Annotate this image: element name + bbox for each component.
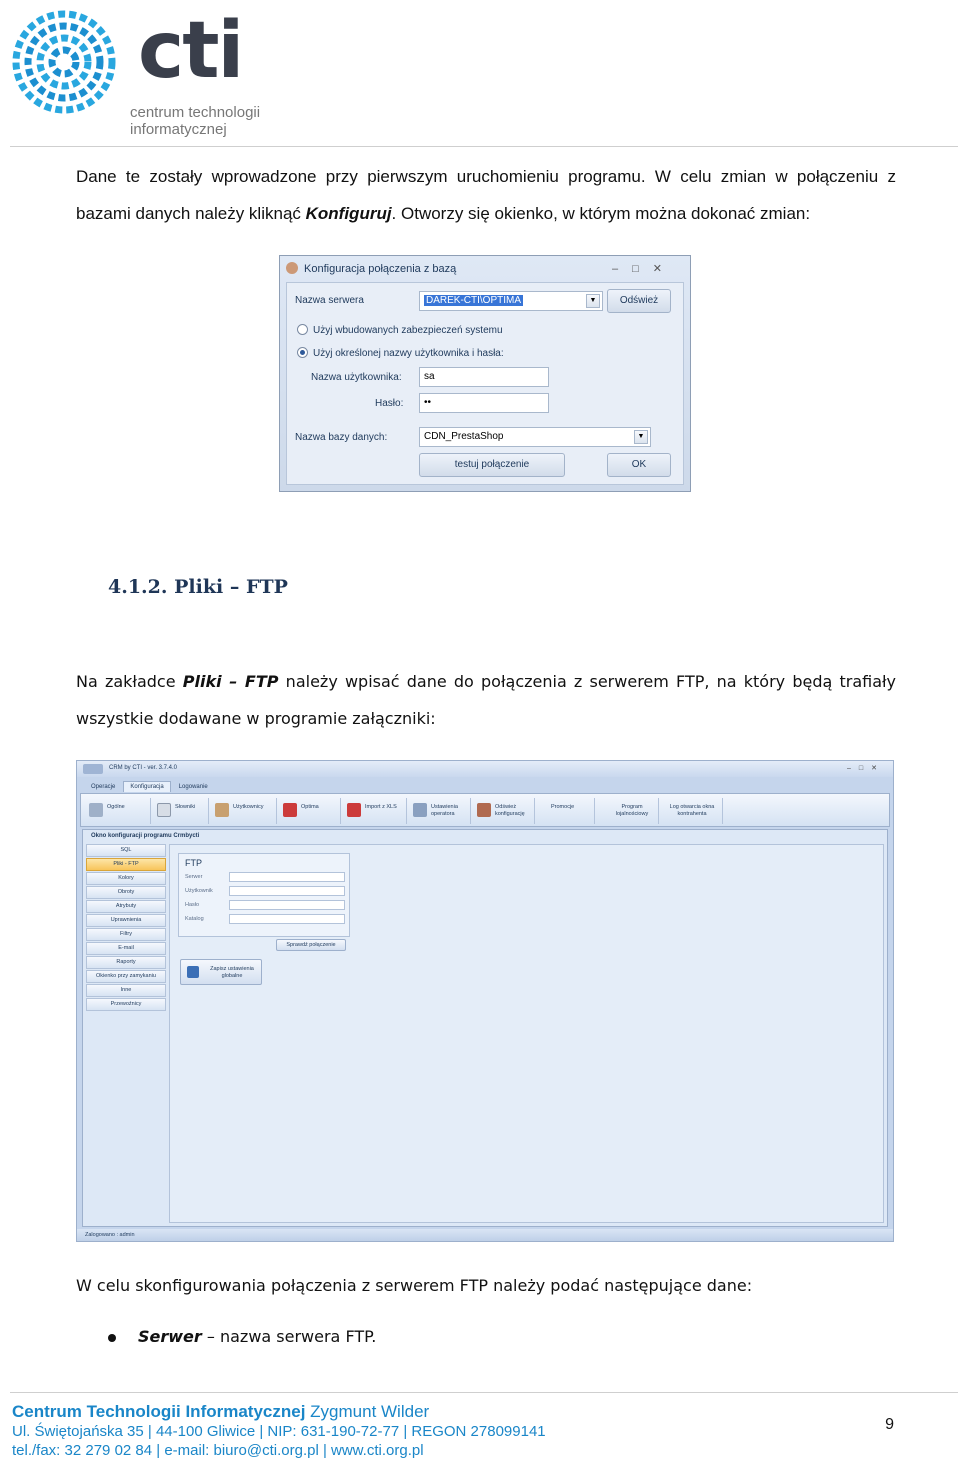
nav-item-inne[interactable]: Inne [86, 984, 166, 997]
intro-text-b: . Otworzy się okienko, w którym można dokonać zmian: [391, 204, 811, 223]
refresh-icon [477, 803, 491, 817]
footer-contact: tel./fax: 32 279 02 84 | e-mail: biuro@cti.org.pl | www.cti.org.pl [12, 1442, 424, 1459]
server-combo[interactable] [419, 291, 603, 311]
username-label: Nazwa użytkownika: [311, 372, 402, 383]
konfiguruj-emphasis: Konfiguruj [305, 204, 392, 223]
logo-subtitle [130, 104, 260, 138]
ribbon-label: Import z XLS [365, 804, 397, 810]
dialog-app-icon [286, 262, 298, 274]
pliki-ftp-emphasis: Pliki – FTP [182, 672, 279, 691]
bullet-text: – nazwa serwera FTP. [201, 1327, 377, 1346]
header-divider [10, 146, 958, 147]
nav-item-pliki-ftp[interactable]: Pliki - FTP [86, 858, 166, 871]
logo-subtitle-line1: centrum technologii [130, 104, 261, 121]
import-icon [347, 803, 361, 817]
ribbon-label: Użytkownicy [233, 804, 264, 810]
ribbon-program-button[interactable] [597, 798, 659, 824]
ribbon-import-xls-button[interactable] [343, 798, 407, 824]
logo-wordmark: cti [138, 6, 243, 96]
database-label: Nazwa bazy danych: [295, 432, 388, 443]
fields-intro-paragraph: W celu skonfigurowania połączenia z serwerem FTP należy podać następujące dane: [76, 1276, 753, 1295]
database-value: CDN_PrestaShop [424, 431, 504, 442]
cti-logo [10, 8, 270, 138]
ribbon-label: Ogólne [107, 804, 125, 810]
nav-item-raporty[interactable]: Raporty [86, 956, 166, 969]
config-panel [82, 829, 888, 1227]
crm-title-text: CRM by CTI - ver. 3.7.4.0 [109, 765, 178, 771]
save-button-label: Zapisz ustawienia globalne [210, 966, 254, 979]
ribbon-odswiez-button[interactable] [473, 798, 535, 824]
footer-divider [10, 1392, 958, 1393]
server-value: DAREK-CTI\OPTIMA [426, 295, 522, 306]
ribbon-label: Ustawienia operatora [431, 804, 458, 817]
config-panel-title: Okno konfiguracji programu Crmbycti [91, 833, 200, 839]
ribbon-promocje-button[interactable] [537, 798, 595, 824]
ftp-server-label: Serwer [185, 874, 203, 880]
ok-button[interactable]: OK [607, 453, 671, 477]
footer-company [12, 1401, 546, 1422]
windows-auth-label: Użyj wbudowanych zabezpieczeń systemu [313, 325, 503, 336]
tab-logowanie[interactable]: Logowanie [178, 784, 208, 790]
ftp-password-label: Hasło [185, 902, 200, 908]
footer [12, 1401, 546, 1460]
ftp-group-title: FTP [185, 858, 202, 868]
dialog-title [286, 262, 456, 275]
window-controls[interactable] [612, 262, 676, 275]
close-icon[interactable]: ✕ [871, 765, 885, 772]
users-icon [215, 803, 229, 817]
nav-item-filtry[interactable]: Filtry [86, 928, 166, 941]
connection-config-dialog [279, 255, 691, 492]
nav-item-kolory[interactable]: Kolory [86, 872, 166, 885]
dialog-body [286, 282, 684, 485]
intro-paragraph [76, 158, 896, 232]
cti-logo-icon [10, 8, 118, 116]
crm-statusbar: Zalogowano : admin [77, 1229, 893, 1241]
ribbon-optima-button[interactable] [279, 798, 341, 824]
page-number: 9 [885, 1416, 894, 1433]
optima-icon [283, 803, 297, 817]
ribbon-ustawienia-button[interactable] [409, 798, 471, 824]
ribbon-uzytkownicy-button[interactable] [211, 798, 277, 824]
ribbon-label: Program lojalnościowy [615, 804, 649, 817]
minimize-icon[interactable]: – [846, 765, 859, 772]
ribbon-label: Promocje [551, 804, 575, 810]
nav-item-okienko[interactable]: Okienko przy zamykaniu [86, 970, 166, 983]
test-connection-button[interactable]: testuj połączenie [419, 453, 565, 477]
maximize-icon[interactable]: □ [632, 263, 653, 275]
nav-item-obroty[interactable]: Obroty [86, 886, 166, 899]
ribbon-label: Optima [301, 804, 319, 810]
password-field[interactable]: •• [419, 393, 549, 413]
bullet-icon [108, 1334, 116, 1342]
ribbon-ogolne-button[interactable] [85, 798, 151, 824]
chevron-down-icon[interactable]: ▼ [634, 430, 648, 444]
server-label: Nazwa serwera [295, 295, 364, 306]
ftp-folder-input[interactable] [229, 914, 345, 924]
password-label: Hasło: [375, 398, 404, 409]
maximize-icon[interactable]: □ [858, 765, 872, 772]
chevron-down-icon[interactable]: ▼ [586, 294, 600, 308]
ftp-text-a: Na zakładce [76, 672, 183, 691]
ribbon-log-button[interactable] [661, 798, 723, 824]
footer-company-rest: Zygmunt Wilder [305, 1402, 430, 1421]
crm-window-controls[interactable] [847, 764, 885, 772]
footer-company-bold: Centrum Technologii Informatycznej [12, 1402, 306, 1421]
nav-item-atrybuty[interactable]: Atrybuty [86, 900, 166, 913]
dictionary-icon [157, 803, 171, 817]
ribbon-label: Słowniki [175, 804, 196, 810]
footer-address: Ul. Świętojańska 35 | 44-100 Gliwice | NIP: 631-190-72-77 | REGON 278099141 [12, 1423, 546, 1440]
ribbon-label: Odśwież konfigurację [495, 804, 525, 817]
tab-operacje[interactable]: Operacje [91, 784, 116, 790]
ftp-password-input[interactable] [229, 900, 345, 910]
intro-text-a: Dane te zostały wprowadzone przy pierwszym uruchomieniu programu. W celu zmian w połączeniu z bazami danych należy kliknąć [76, 167, 896, 223]
ftp-text-b: należy wpisać dane do połączenia z serwerem FTP, na który będą trafiały wszystkie dodawane w programie załączniki: [76, 672, 897, 728]
refresh-button[interactable]: Odśwież [607, 289, 671, 313]
ribbon-slowniki-button[interactable] [153, 798, 209, 824]
username-field[interactable]: sa [419, 367, 549, 387]
ribbon-label: Log otwarcia okna kontrahenta [669, 804, 715, 817]
nav-item-email[interactable]: E-mail [86, 942, 166, 955]
crm-window [76, 760, 894, 1242]
crm-ribbon [80, 793, 890, 827]
nav-item-sql[interactable]: SQL [86, 844, 166, 857]
check-connection-button[interactable]: Sprawdź połączenie [276, 939, 346, 951]
ftp-user-label: Użytkownik [185, 888, 213, 894]
ftp-settings-group [178, 853, 350, 937]
minimize-icon[interactable]: – [612, 263, 633, 275]
database-combo[interactable] [419, 427, 651, 447]
nav-item-przewoznicy[interactable]: Przewoźnicy [86, 998, 166, 1011]
tab-konfiguracja[interactable]: Konfiguracja [123, 781, 170, 792]
sql-auth-radio[interactable] [297, 347, 308, 358]
config-content [169, 844, 884, 1223]
ftp-paragraph [76, 663, 896, 737]
tools-icon [89, 803, 103, 817]
save-icon [187, 966, 199, 978]
section-heading: 4.1.2. Pliki – FTP [108, 576, 288, 598]
ftp-user-input[interactable] [229, 886, 345, 896]
logo-subtitle-line2: informatycznej [130, 121, 227, 138]
crm-titlebar [77, 761, 893, 777]
save-global-settings-button[interactable] [180, 959, 262, 985]
bullet-term: Serwer [138, 1327, 202, 1346]
dialog-title-text: Konfiguracja połączenia z bazą [304, 263, 457, 275]
quick-access-toolbar[interactable] [83, 764, 103, 774]
windows-auth-radio[interactable] [297, 324, 308, 335]
sql-auth-label: Użyj określonej nazwy użytkownika i hasła: [313, 348, 504, 359]
nav-item-uprawnienia[interactable]: Uprawnienia [86, 914, 166, 927]
bullet-serwer [108, 1327, 376, 1346]
config-nav [86, 844, 166, 1012]
crm-tabs [85, 781, 216, 792]
close-icon[interactable]: ✕ [652, 263, 676, 275]
ftp-folder-label: Katalog [185, 916, 204, 922]
settings-icon [413, 803, 427, 817]
ftp-server-input[interactable] [229, 872, 345, 882]
